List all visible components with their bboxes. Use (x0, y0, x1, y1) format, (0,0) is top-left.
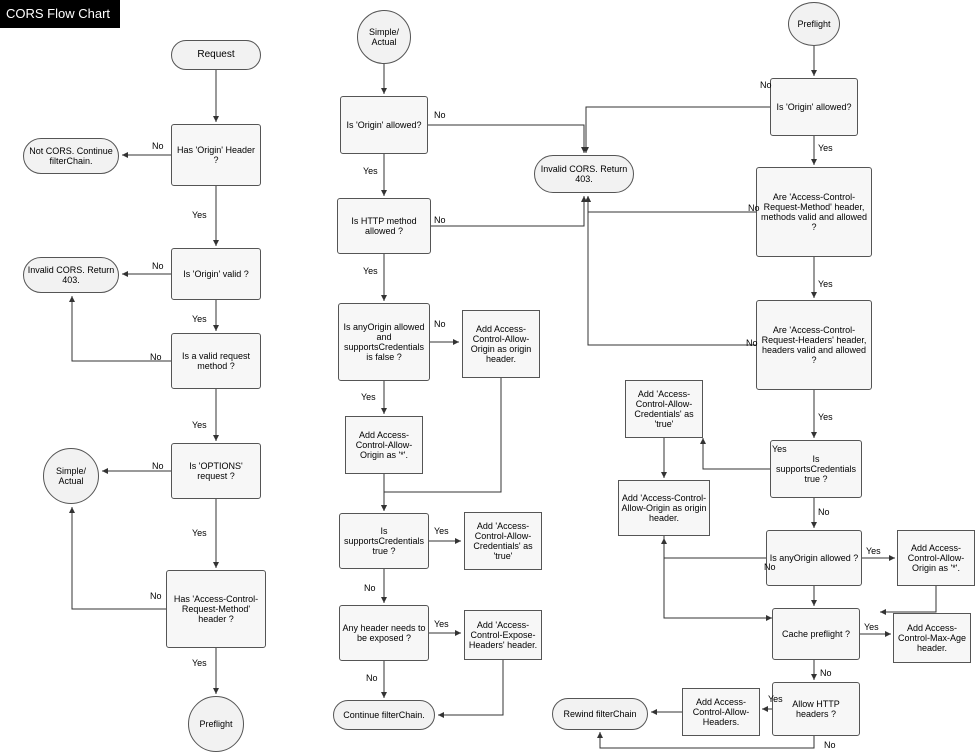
flow-node-m5 (462, 310, 540, 378)
flow-node-m1 (357, 10, 411, 64)
flow-node-label: Has 'Access-Control-Request-Method' header ? (173, 593, 259, 625)
flow-node-m3 (337, 198, 431, 254)
edge-label: No (824, 740, 836, 750)
flow-node-label: Simple/ Actual (55, 465, 86, 486)
flow-node-r7 (618, 480, 710, 536)
flow-node-label: Cache preflight ? (781, 628, 851, 639)
flow-node-label: Add 'Access-Control-Allow-Origin as origin header. (621, 492, 707, 524)
flow-node-m8 (464, 512, 542, 570)
flow-node-n1 (171, 40, 261, 70)
edge-label: Yes (192, 658, 207, 668)
flow-node-label: Rewind filterChain (563, 708, 637, 719)
flow-node-label: Add 'Access-Control-Allow-Credentials' as 'true' (473, 520, 533, 562)
flow-node-r13 (682, 688, 760, 736)
flow-node-label: Is 'Origin' valid ? (183, 268, 249, 279)
flow-node-label: Invalid CORS. Return 403. (27, 264, 115, 285)
flow-node-m10 (464, 610, 542, 660)
flow-node-m11 (333, 700, 435, 730)
flow-node-label: Is HTTP method allowed ? (351, 215, 417, 236)
flow-node-r3 (756, 167, 872, 257)
page-title: CORS Flow Chart (0, 0, 120, 28)
edge-label: Yes (192, 420, 207, 430)
edge-label: Yes (818, 143, 833, 153)
flow-node-label: Simple/ Actual (368, 26, 399, 47)
edge-label: Yes (434, 619, 449, 629)
edge-label: Yes (192, 528, 207, 538)
flow-node-label: Allow HTTP headers ? (792, 698, 840, 719)
flow-node-n6 (171, 333, 261, 389)
edge-label: Yes (361, 392, 376, 402)
edge-label: No (818, 507, 830, 517)
flow-node-label: Add Access-Control-Allow-Origin as '*'. (907, 542, 965, 574)
edge-label: No (748, 203, 760, 213)
edge-label: No (820, 668, 832, 678)
edge-label: No (764, 562, 776, 572)
edge-label: Yes (818, 412, 833, 422)
edge-label: No (434, 110, 446, 120)
flow-node-r1 (788, 2, 840, 46)
flow-node-label: Add 'Access-Control-Expose-Headers' header. (468, 619, 538, 651)
flow-node-label: Is supportsCredentials true ? (343, 525, 425, 557)
edge-label: Yes (864, 622, 879, 632)
flow-node-label: Not CORS. Continue filterChain. (29, 145, 113, 166)
edge-label: No (152, 461, 164, 471)
flow-node-r10 (772, 608, 860, 660)
flow-node-n3 (23, 138, 119, 174)
flow-node-label: Is 'Origin' allowed? (776, 101, 852, 112)
flow-node-n2 (171, 124, 261, 186)
edge-label: No (760, 80, 772, 90)
edge-label: No (434, 215, 446, 225)
flow-node-label: Preflight (797, 18, 831, 29)
edge-label: No (150, 352, 162, 362)
edge-label: No (434, 319, 446, 329)
edge-label: Yes (768, 694, 783, 704)
edge-label: No (152, 141, 164, 151)
flow-node-label: Is supportsCredentials true ? (775, 453, 857, 485)
flow-node-m12 (534, 155, 634, 193)
flow-node-label: Preflight (199, 718, 233, 729)
flow-node-n8 (43, 448, 99, 504)
flow-node-label: Is 'OPTIONS' request ? (189, 460, 243, 481)
flow-node-label: Add Access-Control-Max-Age header. (897, 622, 967, 654)
flow-node-n4 (171, 248, 261, 300)
flow-node-label: Is anyOrigin allowed ? (769, 552, 859, 563)
flow-node-label: Is a valid request method ? (181, 350, 251, 371)
flow-node-label: Continue filterChain. (343, 709, 425, 720)
flow-node-label: Are 'Access-Control-Request-Headers' header, headers valid and allowed ? (761, 324, 867, 366)
flow-node-m2 (340, 96, 428, 154)
flow-node-n9 (166, 570, 266, 648)
flow-node-label: Any header needs to be exposed ? (342, 622, 426, 643)
flow-node-label: Is anyOrigin allowed and supportsCredentials is false ? (343, 321, 425, 363)
flow-node-r11 (893, 613, 971, 663)
edge-label: Yes (434, 526, 449, 536)
flow-node-label: Add Access-Control-Allow-Headers. (692, 696, 750, 728)
flow-node-label: Is 'Origin' allowed? (346, 119, 422, 130)
flow-node-label: Add Access-Control-Allow-Origin as '*'. (355, 429, 413, 461)
edge-label: Yes (192, 314, 207, 324)
flow-node-m9 (339, 605, 429, 661)
flow-node-r8 (766, 530, 862, 586)
flow-node-label: Are 'Access-Control-Request-Method' header, methods valid and allowed ? (760, 191, 868, 233)
edge-label: Yes (363, 266, 378, 276)
edge-label: Yes (363, 166, 378, 176)
flow-node-label: Request (197, 49, 235, 61)
edge-label: Yes (772, 444, 787, 454)
flow-node-n7 (171, 443, 261, 499)
flow-node-label: Invalid CORS. Return 403. (540, 163, 628, 184)
edge-label: No (366, 673, 378, 683)
flow-node-m7 (339, 513, 429, 569)
flow-node-r12 (772, 682, 860, 736)
flow-node-n5 (23, 257, 119, 293)
flow-node-label: Add 'Access-Control-Allow-Credentials' as 'true' (634, 388, 694, 430)
flow-node-n10 (188, 696, 244, 752)
flow-node-m4 (338, 303, 430, 381)
flow-node-m6 (345, 416, 423, 474)
edge-label: No (746, 338, 758, 348)
flow-node-r4 (756, 300, 872, 390)
flow-node-label: Has 'Origin' Header ? (177, 144, 255, 165)
flow-node-r9 (897, 530, 975, 586)
flow-node-r6 (625, 380, 703, 438)
flow-node-r14 (552, 698, 648, 730)
edge-label: Yes (866, 546, 881, 556)
edge-label: No (364, 583, 376, 593)
flow-node-r2 (770, 78, 858, 136)
edge-label: Yes (818, 279, 833, 289)
flow-node-label: Add Access-Control-Allow-Origin as origin header. (470, 323, 532, 365)
edge-label: Yes (192, 210, 207, 220)
edge-label: No (152, 261, 164, 271)
edge-label: No (150, 591, 162, 601)
